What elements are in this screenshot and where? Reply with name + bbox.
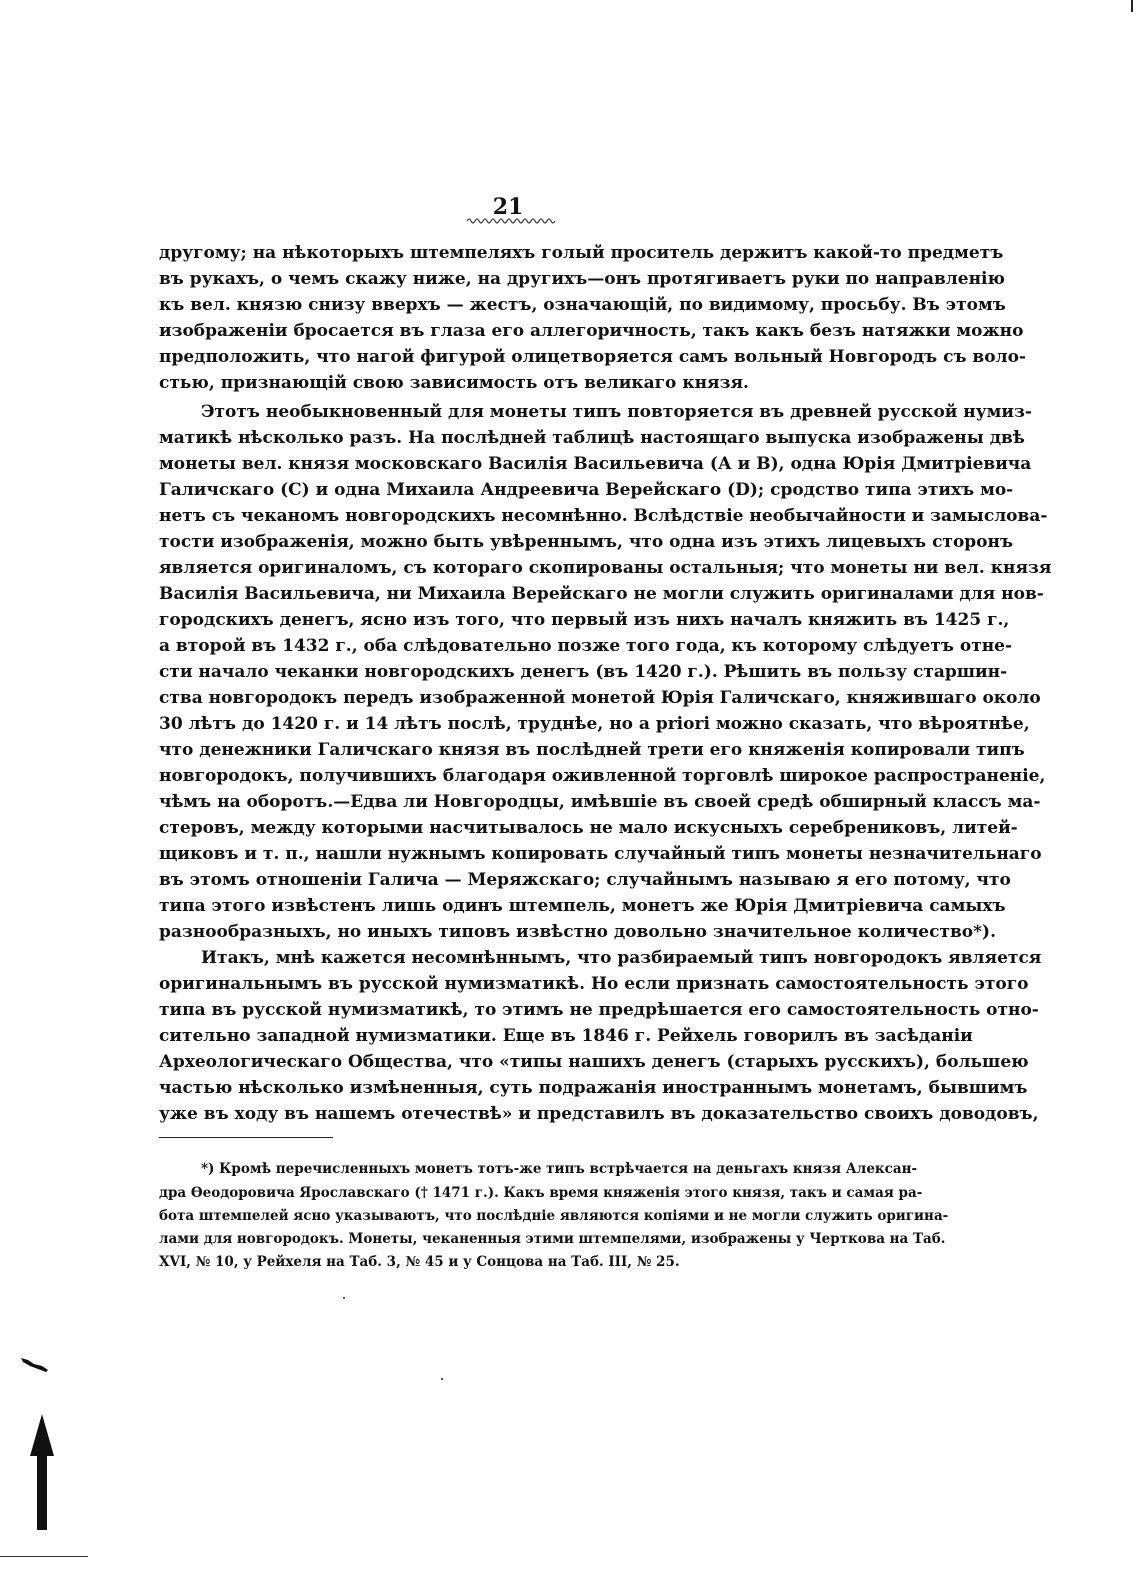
text-line: новгородокъ, получившихъ благодаря оживленной торговлѣ широкое распространеніе, <box>159 766 1046 786</box>
footnote-line: бота штемпелей ясно указываютъ, что послѣдніе являются копіями и не могли служить оригина- <box>159 1208 949 1224</box>
text-line: типа этого извѣстенъ лишь одинъ штемпель, монетъ же Юрія Дмитріевича самыхъ <box>159 896 1006 916</box>
text-line: а второй въ 1432 г., оба слѣдовательно позже того года, къ которому слѣдуетъ отне- <box>159 636 1013 656</box>
text-line: оригинальнымъ въ русской нумизматикѣ. Но если признать самостоятельность этого <box>159 974 1029 994</box>
scan-speck <box>343 1297 345 1299</box>
text-line: щиковъ и т. п., нашли нужнымъ копировать случайный типъ монеты незначительнаго <box>159 844 1042 864</box>
text-line: стеровъ, между которыми насчитывалось не мало искусныхъ серебрениковъ, литей- <box>159 818 1018 838</box>
text-line: Галичскаго (С) и одна Михаила Андреевича Верейскаго (D); сродство типа этихъ мо- <box>159 480 1014 500</box>
text-line: чѣмъ на оборотъ.—Едва ли Новгородцы, имѣвшіе въ своей средѣ обширный классъ ма- <box>159 792 1041 812</box>
scan-speck <box>441 1378 443 1380</box>
text-line: что денежники Галичскаго князя въ послѣдней трети его княженія копировали типъ <box>159 740 1025 760</box>
page-number: 21 <box>492 194 524 220</box>
text-line: другому; на нѣкоторыхъ штемпеляхъ голый проситель держитъ какой-то предметъ <box>159 243 1004 263</box>
bottom-rule <box>0 1556 88 1557</box>
text-line: въ рукахъ, о чемъ скажу ниже, на другихъ—онъ протягиваетъ руки по направленію <box>159 269 1005 289</box>
footnote-rule <box>159 1137 333 1138</box>
text-line: является оригиналомъ, съ котораго скопированы остальныя; что монеты ни вел. князя <box>159 558 1052 578</box>
text-line: 30 лѣтъ до 1420 г. и 14 лѣтъ послѣ, труднѣе, но a priori можно сказать, что вѣроятнѣе, <box>159 714 1030 734</box>
text-line: разнообразныхъ, но иныхъ типовъ извѣстно довольно значительное количество*). <box>159 922 997 942</box>
text-line: Археологическаго Общества, что «типы нашихъ денегъ (старыхъ русскихъ), большею <box>159 1052 1029 1072</box>
footnote-line: *) Кромѣ перечисленныхъ монетъ тотъ-же типъ встрѣчается на деньгахъ князя Алексан- <box>201 1161 918 1177</box>
text-line: уже въ ходу въ нашемъ отечествѣ» и представилъ въ доказательство своихъ доводовъ, <box>159 1104 1039 1124</box>
scan-artifact-icon <box>20 1354 50 1374</box>
text-line: типа въ русской нумизматикѣ, то этимъ не предрѣшается его самостоятельность отно- <box>159 1000 1039 1020</box>
text-line: Этотъ необыкновенный для монеты типъ повторяется въ древней русской нумиз- <box>201 402 1032 422</box>
text-line: предположить, что нагой фигурой олицетворяется самъ вольный Новгородъ съ воло- <box>159 347 1026 367</box>
text-line: изображеніи бросается въ глаза его аллегоричность, такъ какъ безъ натяжки можно <box>159 321 1024 341</box>
text-line: къ вел. князю снизу вверхъ — жестъ, означающій, по видимому, просьбу. Въ этомъ <box>159 295 1006 315</box>
text-line: городскихъ денегъ, ясно изъ того, что первый изъ нихъ началъ княжить въ 1425 г., <box>159 610 1010 630</box>
footnote-line: дра Өеодоровича Ярославскаго († 1471 г.). Какъ время княженія этого князя, такъ и самая ра- <box>159 1185 923 1201</box>
text-line: Итакъ, мнѣ кажется несомнѣннымъ, что разбираемый типъ новгородокъ является <box>201 948 1042 968</box>
footnote-line: XVI, № 10, у Рейхеля на Таб. 3, № 45 и у Сонцова на Таб. III, № 25. <box>159 1254 680 1270</box>
text-line: сти начало чеканки новгородскихъ денегъ (въ 1420 г.). Рѣшить въ пользу старшин- <box>159 662 1008 682</box>
scan-edge-mark <box>1131 0 1133 12</box>
text-line: монеты вел. князя московскаго Василія Васильевича (А и В), одна Юрія Дмитріевича <box>159 454 1032 474</box>
scan-arrow-icon <box>28 1414 56 1530</box>
text-line: въ этомъ отношеніи Галича — Меряжскаго; случайнымъ называю я его потому, что <box>159 870 1011 890</box>
text-line: тости изображенія, можно быть увѣреннымъ, что одна изъ этихъ лицевыхъ сторонъ <box>159 532 1014 552</box>
text-line: матикѣ нѣсколько разъ. На послѣдней таблицѣ настоящаго выпуска изображены двѣ <box>159 428 1025 448</box>
page-number-ornament <box>467 217 555 225</box>
text-line: Василія Васильевича, ни Михаила Верейскаго не могли служить оригиналами для нов- <box>159 584 1044 604</box>
text-line: нетъ съ чеканомъ новгородскихъ несомнѣнно. Вслѣдствіе необычайности и замысловa- <box>159 506 1048 526</box>
text-line: частью нѣсколько измѣненныя, суть подражанія иностраннымъ монетамъ, бывшимъ <box>159 1078 1028 1098</box>
text-line: стью, признающій свою зависимость отъ великаго князя. <box>159 373 749 393</box>
text-line: ства новгородокъ передъ изображенной монетой Юрія Галичскаго, княжившаго около <box>159 688 1041 708</box>
text-line: сительно западной нумизматики. Еще въ 1846 г. Рейхель говорилъ въ засѣданіи <box>159 1026 973 1046</box>
footnote-line: лами для новгородокъ. Монеты, чеканенныя этими штемпелями, изображены у Черткова на Таб. <box>159 1231 946 1247</box>
